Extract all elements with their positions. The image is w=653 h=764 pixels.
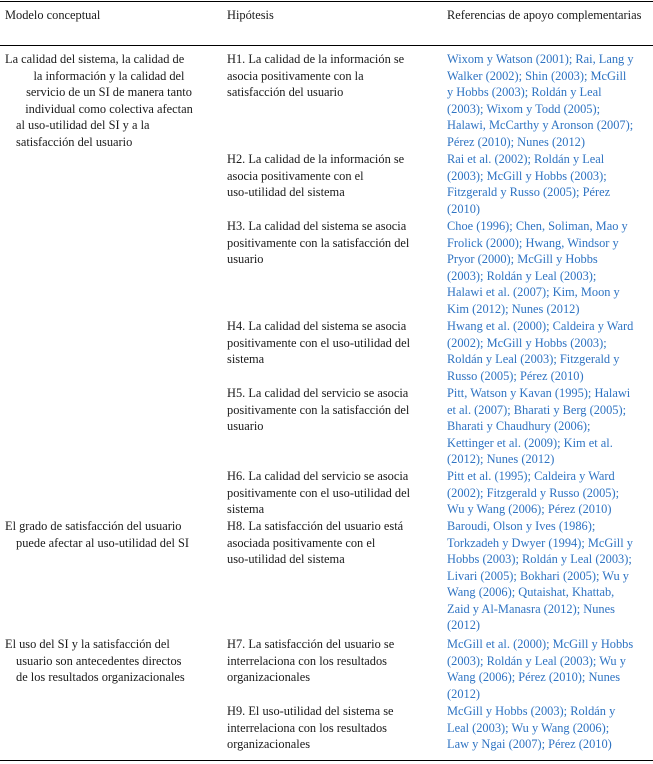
header-referencias: Referencias de apoyo complementarias — [447, 8, 642, 22]
hypothesis-h7: H7. La satisfacción del usuario se interrelaciona con los resultados organizacionales — [227, 637, 395, 684]
hypothesis-h5: H5. La calidad del servicio se asocia positivamente con la satisfacción del usuario — [227, 386, 410, 433]
header-hipotesis: Hipótesis — [227, 8, 274, 22]
table-bottom-rule — [0, 760, 653, 761]
references-h8: Baroudi, Olson y Ives (1986); Torkzadeh y Dwyer (1994); McGill y Hobbs (2003); Roldán y Leal (2003); Livari (2005); Bokhari (2005); Wu y Wang (2006); Qutaishat, Khattab, Zaid y Al-Manasra (2012); Nunes (2012) — [447, 519, 633, 632]
references-h3: Choe (1996); Chen, Soliman, Mao y Frolick (2000); Hwang, Windsor y Pryor (2000); McGill y Hobbs (2003); Roldán y Leal (2003); Halawi et al. (2007); Kim, Moon y Kim (2012); Nunes (2012) — [447, 219, 628, 316]
references-h9: McGill y Hobbs (2003); Roldán y Leal (2003); Wu y Wang (2006); Law y Ngai (2007); Pérez (2010) — [447, 704, 616, 751]
references-h7: McGill et al. (2000); McGill y Hobbs (2003); Roldán y Leal (2003); Wu y Wang (2006); Pérez (2010); Nunes (2012) — [447, 637, 634, 701]
model-group-1: La calidad del sistema, la calidad de la información y la calidad del servicio de un SI de manera tanto individual como colectiva afectan al uso-utilidad del SI y a la satisfacción del usuario — [5, 52, 193, 149]
hypothesis-h3: H3. La calidad del sistema se asocia positivamente con la satisfacción del usuario — [227, 219, 410, 266]
hypothesis-h1: H1. La calidad de la información se asocia positivamente con la satisfacción del usuario — [227, 52, 405, 99]
references-h1: Wixom y Watson (2001); Rai, Lang y Walker (2002); Shin (2003); McGill y Hobbs (2003); Roldán y Leal (2003); Wixom y Todd (2005); Halawi, McCarthy y Aronson (2007); Pérez (2010); Nunes (2012) — [447, 52, 634, 149]
hypothesis-h8: H8. La satisfacción del usuario está asociada positivamente con el uso-utilidad del sistema — [227, 519, 404, 566]
model-group-2: El grado de satisfacción del usuario puede afectar al uso-utilidad del SI — [5, 519, 190, 550]
references-h6: Pitt et al. (1995); Caldeira y Ward (2002); Fitzgerald y Russo (2005); Wu y Wang (2006); Pérez (2010) — [447, 469, 620, 516]
references-h2: Rai et al. (2002); Roldán y Leal (2003); McGill y Hobbs (2003); Fitzgerald y Russo (2005); Pérez (2010) — [447, 152, 611, 216]
references-h4: Hwang et al. (2000); Caldeira y Ward (2002); McGill y Hobbs (2003); Roldán y Leal (2003); Fitzgerald y Russo (2005); Pérez (2010) — [447, 319, 634, 383]
hypothesis-h6: H6. La calidad del servicio se asocia positivamente con el uso-utilidad del sistema — [227, 469, 411, 516]
hypothesis-h9: H9. El uso-utilidad del sistema se interrelaciona con los resultados organizacionales — [227, 704, 394, 751]
model-group-3: El uso del SI y la satisfacción del usuario son antecedentes directos de los resultados organizacionales — [5, 637, 185, 684]
hypothesis-h2: H2. La calidad de la información se asocia positivamente con el uso-utilidad del sistema — [227, 152, 405, 199]
table-top-rule — [0, 1, 653, 2]
header-rule — [0, 45, 653, 46]
header-modelo-conceptual: Modelo conceptual — [5, 8, 101, 22]
references-h5: Pitt, Watson y Kavan (1995); Halawi et al. (2007); Bharati y Berg (2005); Bharati y Chaudhury (2006); Kettinger et al. (2009); Kim et al. (2012); Nunes (2012) — [447, 386, 631, 466]
hypothesis-h4: H4. La calidad del sistema se asocia positivamente con el uso-utilidad del sistema — [227, 319, 411, 366]
